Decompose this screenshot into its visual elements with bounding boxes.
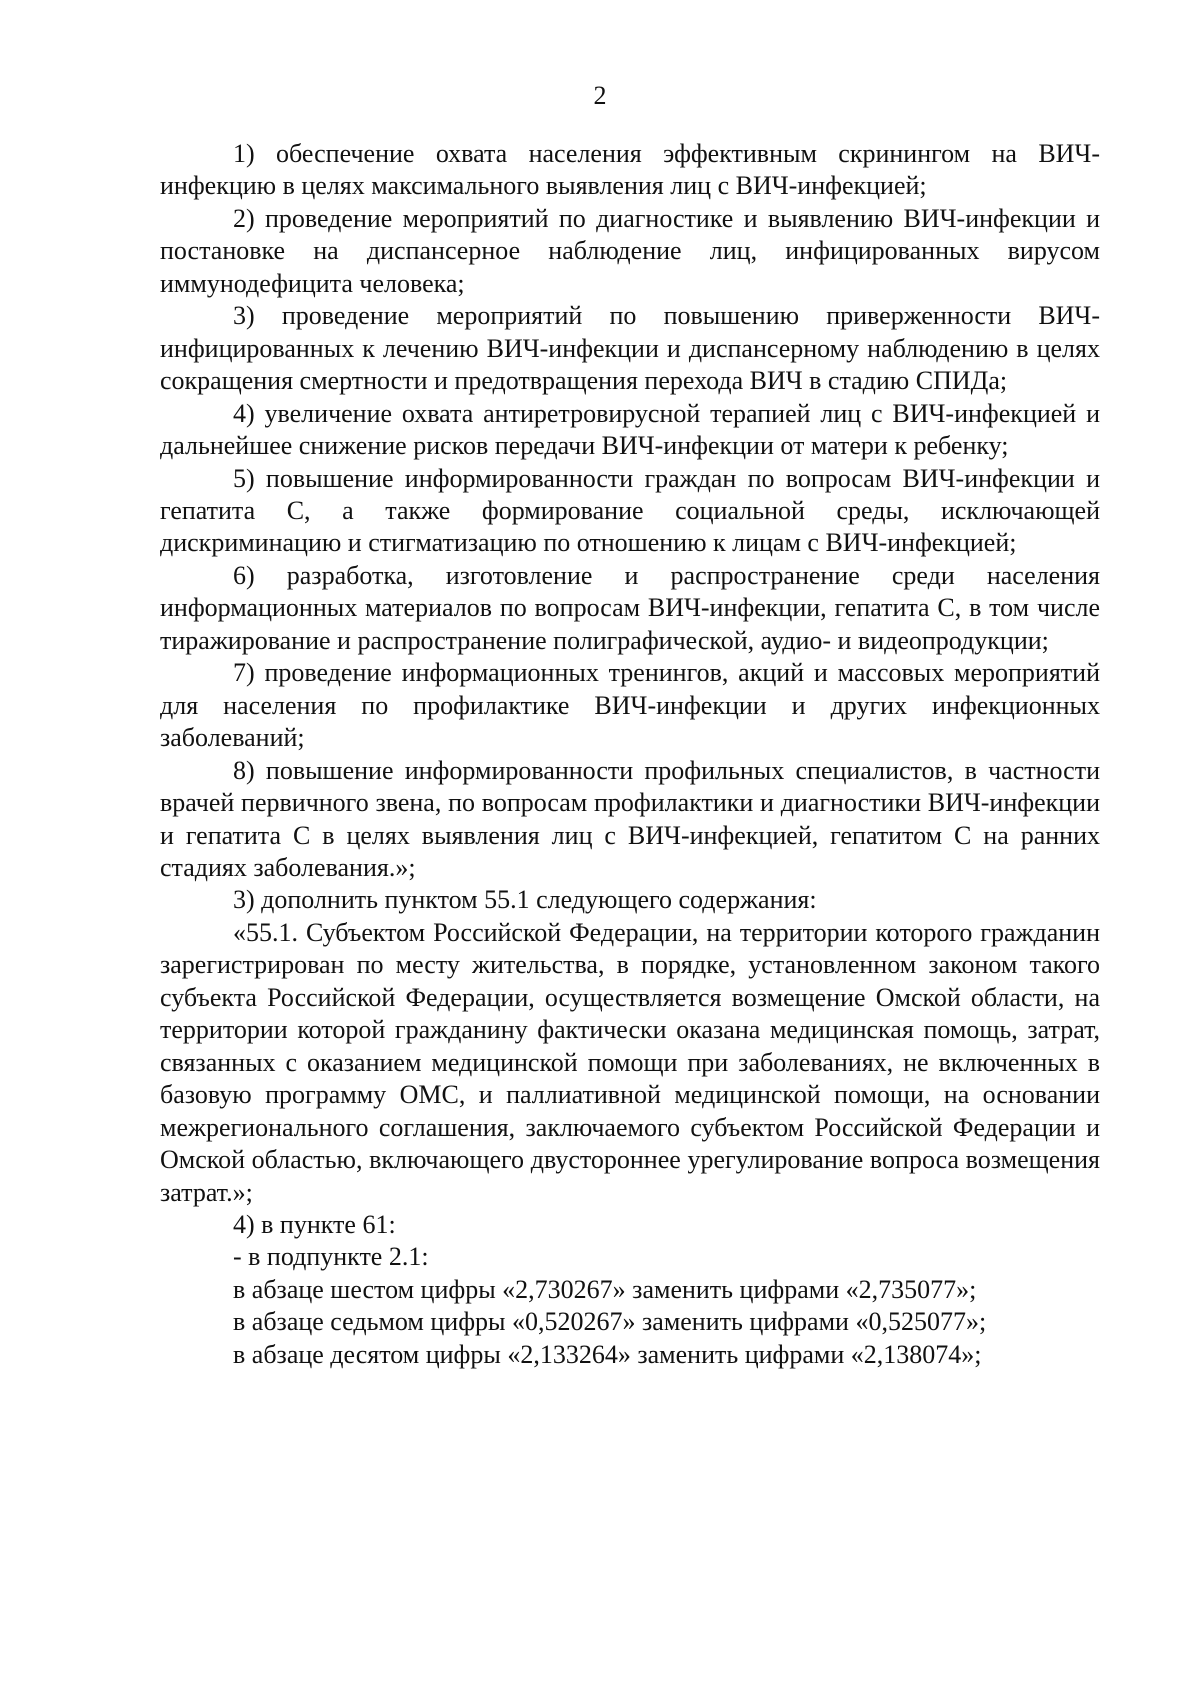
list-item-specialist-awareness: 8) повышение информированности профильных специалистов, в частности врачей первичного звена, по вопросам профилактики и диагностики ВИЧ-инфекции и гепатита С в целях выявления лиц с ВИЧ-инфекцией, гепатитом С на ранних стадиях заболевания.»; bbox=[160, 755, 1100, 882]
list-item-info-materials: 6) разработка, изготовление и распространение среди населения информационных материалов по вопросам ВИЧ-инфекции, гепатита С, в том числе тиражирование и распространение полиграфической, аудио- и видеопродукции; bbox=[160, 560, 1100, 655]
replacement-line-7: в абзаце седьмом цифры «0,520267» заменить цифрами «0,525077»; bbox=[233, 1307, 987, 1337]
list-item-diagnostics: 2) проведение мероприятий по диагностике и выявлению ВИЧ-инфекции и постановке на диспансерное наблюдение лиц, инфицированных вирусом иммунодефицита человека; bbox=[160, 203, 1100, 298]
replacement-line-6: в абзаце шестом цифры «2,730267» заменить цифрами «2,735077»; bbox=[233, 1274, 977, 1304]
page-number: 2 bbox=[593, 81, 607, 110]
list-item-screening: 1) обеспечение охвата населения эффективным скринингом на ВИЧ-инфекцию в целях максимального выявления лиц с ВИЧ-инфекцией; bbox=[160, 139, 1100, 201]
amendment-item-4: 4) в пункте 61: bbox=[233, 1209, 396, 1239]
amendment-item-3: 3) дополнить пунктом 55.1 следующего содержания: bbox=[233, 885, 817, 915]
list-item-adherence: 3) проведение мероприятий по повышению приверженности ВИЧ-инфицированных к лечению ВИЧ-инфекции и диспансерному наблюдению в целях сокращения смертности и предотвращения перехода ВИЧ в стадию СПИДа; bbox=[160, 301, 1100, 396]
list-item-trainings: 7) проведение информационных тренингов, акций и массовых мероприятий для населения по профилактике ВИЧ-инфекции и других инфекционных заболеваний; bbox=[160, 658, 1100, 753]
clause-55-1: «55.1. Субъектом Российской Федерации, на территории которого гражданин зарегистрирован по месту жительства, в порядке, установленном законом такого субъекта Российской Федерации, осуществляется возмещение Омской области, на территории которой гражданину фактически оказана медицинская помощь, затрат, связанных с оказанием медицинской помощи при заболеваниях, не включенных в базовую программу ОМС, и паллиативной медицинской помощи, на основании межрегионального соглашения, заключаемого субъектом Российской Федерации и Омской областью, включающего двустороннее урегулирование вопроса возмещения затрат.»; bbox=[160, 917, 1100, 1207]
replacement-line-10: в абзаце десятом цифры «2,133264» заменить цифрами «2,138074»; bbox=[233, 1339, 982, 1369]
list-item-therapy-coverage: 4) увеличение охвата антиретровирусной терапией лиц с ВИЧ-инфекцией и дальнейшее снижение рисков передачи ВИЧ-инфекции от матери к ребенку; bbox=[160, 398, 1100, 461]
list-item-public-awareness: 5) повышение информированности граждан по вопросам ВИЧ-инфекции и гепатита С, а также формирование социальной среды, исключающей дискриминацию и стигматизацию по отношению к лицам с ВИЧ-инфекцией; bbox=[160, 463, 1100, 558]
subclause-2-1: - в подпункте 2.1: bbox=[233, 1242, 429, 1272]
document-body bbox=[160, 138, 1100, 1371]
